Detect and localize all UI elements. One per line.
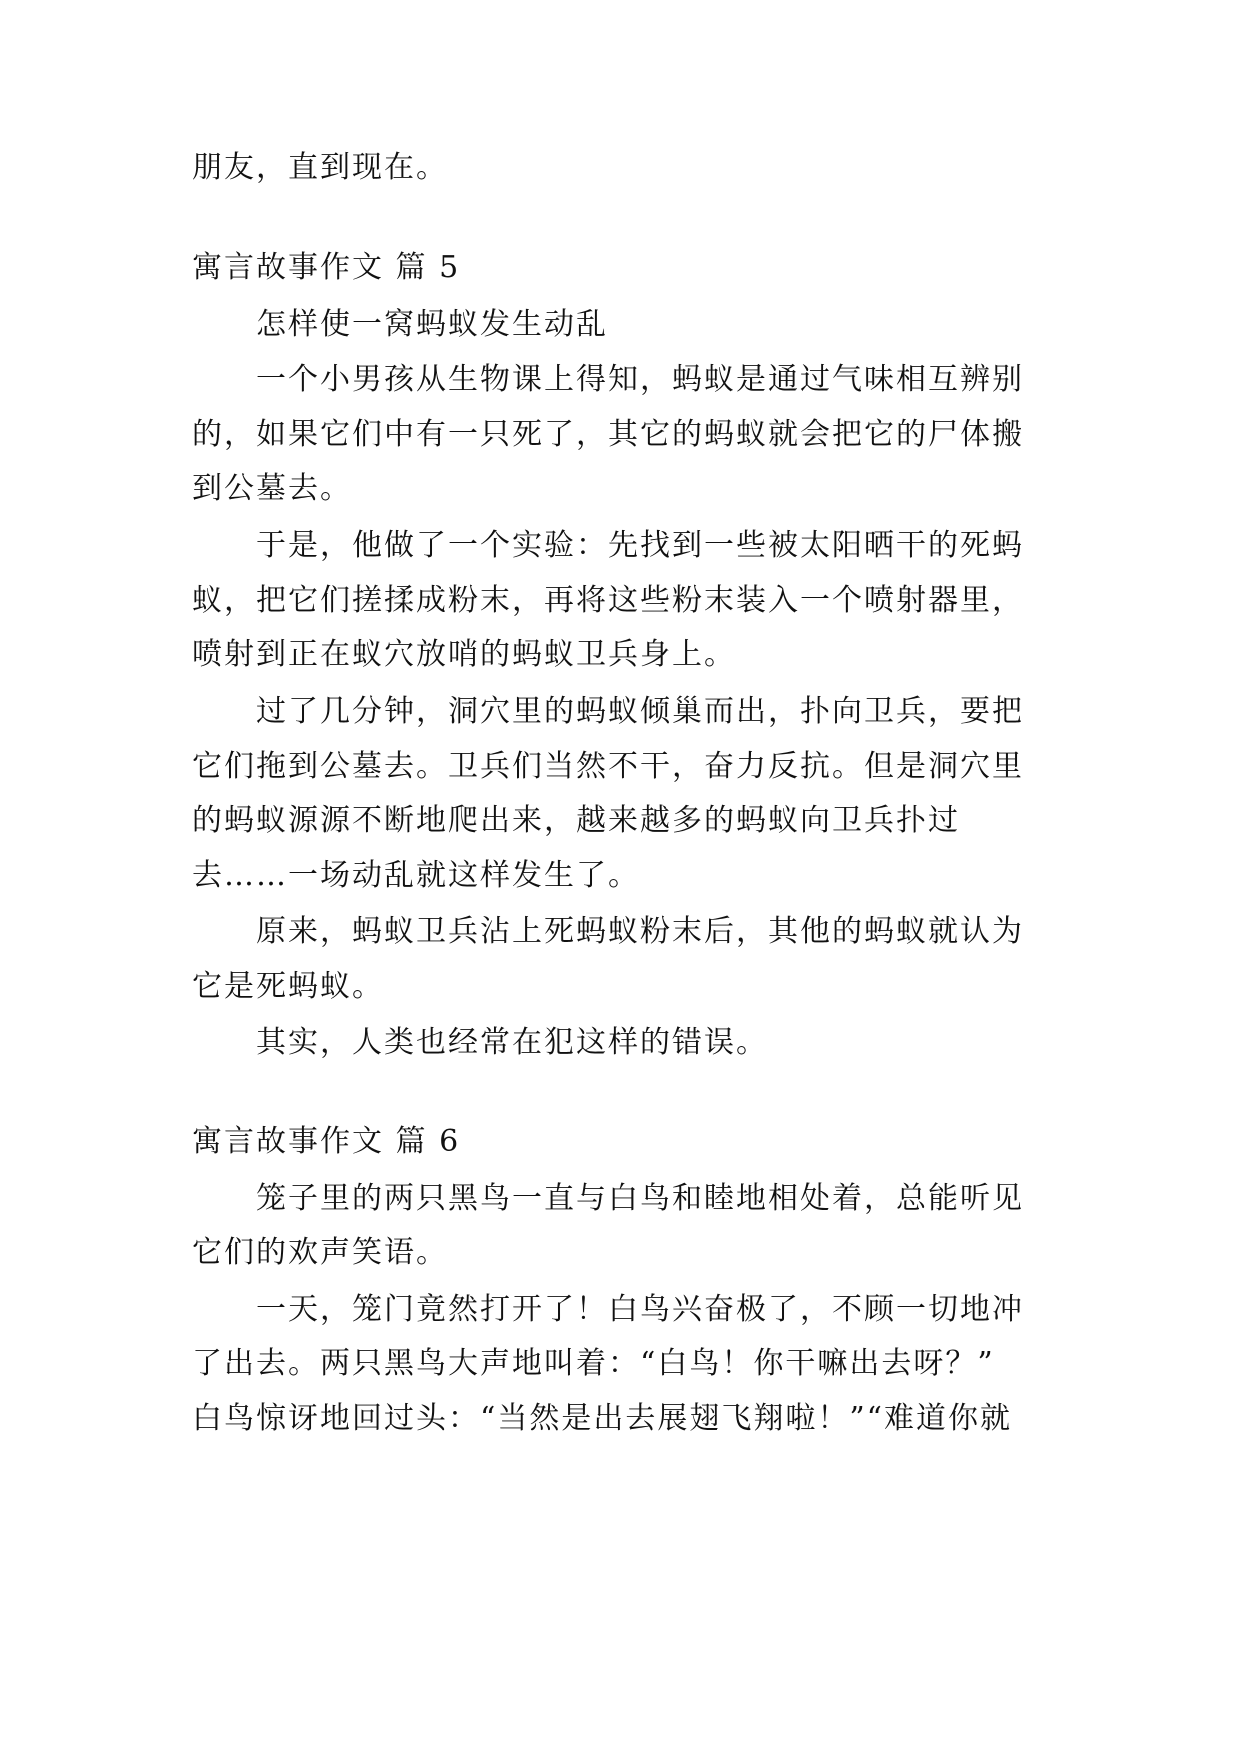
paragraph-line: 的蚂蚁源源不断地爬出来，越来越多的蚂蚁向卫兵扑过 [192, 803, 960, 838]
paragraph-line: 它是死蚂蚁。 [192, 969, 384, 1004]
paragraph-line: 其实，人类也经常在犯这样的错误。 [256, 1025, 768, 1060]
paragraph-line: 到公墓去。 [192, 471, 352, 506]
paragraph-continuation: 朋友，直到现在。 [192, 150, 448, 185]
paragraph-line: 原来，蚂蚁卫兵沾上死蚂蚁粉末后，其他的蚂蚁就认为 [256, 914, 1024, 949]
paragraph-line: 它们拖到公墓去。卫兵们当然不干，奋力反抗。但是洞穴里 [192, 749, 1024, 784]
paragraph-line: 的，如果它们中有一只死了，其它的蚂蚁就会把它的尸体搬 [192, 417, 1024, 452]
section-heading-5: 寓言故事作文 篇 5 [192, 250, 461, 285]
paragraph-line: 笼子里的两只黑鸟一直与白鸟和睦地相处着，总能听见 [256, 1181, 1024, 1216]
paragraph-line: 它们的欢声笑语。 [192, 1235, 448, 1270]
paragraph-line: 一天，笼门竟然打开了！白鸟兴奋极了，不顾一切地冲 [256, 1292, 1024, 1327]
paragraph-line: 一个小男孩从生物课上得知，蚂蚁是通过气味相互辨别 [256, 362, 1024, 397]
paragraph-line: 了出去。两只黑鸟大声地叫着：“白鸟！你干嘛出去呀？” [192, 1346, 995, 1381]
paragraph-line: 蚁，把它们搓揉成粉末，再将这些粉末装入一个喷射器里， [192, 583, 1024, 618]
paragraph-line: 白鸟惊讶地回过头：“当然是出去展翅飞翔啦！”“难道你就 [192, 1401, 1013, 1436]
story-title: 怎样使一窝蚂蚁发生动乱 [256, 307, 608, 342]
paragraph-line: 去……一场动乱就这样发生了。 [192, 858, 640, 893]
paragraph-line: 过了几分钟，洞穴里的蚂蚁倾巢而出，扑向卫兵，要把 [256, 694, 1024, 729]
paragraph-line: 喷射到正在蚁穴放哨的蚂蚁卫兵身上。 [192, 637, 736, 672]
section-heading-6: 寓言故事作文 篇 6 [192, 1124, 461, 1159]
paragraph-line: 于是，他做了一个实验：先找到一些被太阳晒干的死蚂 [256, 528, 1024, 563]
